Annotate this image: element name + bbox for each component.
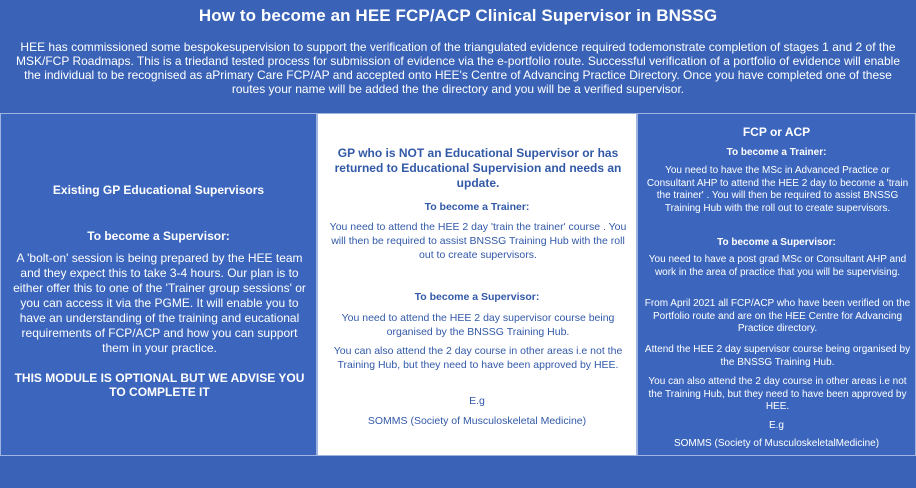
supervisor-subheading: To become a Supervisor: — [414, 291, 540, 303]
column-gp-not-educational-supervisor — [317, 113, 637, 456]
trainer-subheading: To become a Trainer: — [424, 201, 530, 213]
other-areas-text: You can also attend the 2 day course in other areas i.e not the Training Hub, but they need to have been approved by HEE. — [648, 376, 907, 412]
other-areas-text: You can also attend the 2 day course in other areas i.e not the Training Hub, but they need to have been approved by HEE. — [333, 345, 623, 371]
column-heading: FCP or ACP — [742, 125, 811, 139]
example-label: E.g — [768, 420, 784, 431]
intro-paragraph: HEE has commissioned some bespokesupervision to support the verification of the triangulated evidence required todemonstrate completion of stages 1 and 2 of the MSK/FCP Roadmaps. This is a triedand tested process for submission of evidence via the e-portfolio route. Successful verification of a portfolio of evidence will enable the individual to be recognised as aPrimary Care FCP/AP and accepted onto HEE's Centre of Advancing Practice Directory. Once you have completed one of these routes your name will be added the the directory and you will be a verified supervisor. — [15, 40, 900, 96]
supervisor-subheading: To become a Supervisor: — [87, 229, 230, 243]
column-heading: Existing GP Educational Supervisors — [52, 183, 265, 197]
footer-band — [0, 456, 916, 488]
example-label: E.g — [469, 395, 485, 407]
somms-text: SOMMS (Society of MusculoskeletalMedicine) — [673, 438, 880, 449]
column-heading: GP who is NOT an Educational Supervisor or has returned to Educational Supervision and needs an update. — [334, 146, 622, 190]
supervisor-subheading: To become a Supervisor: — [717, 237, 836, 248]
page-title: How to become an HEE FCP/ACP Clinical Supervisor in BNSSG — [198, 6, 718, 25]
column-existing-gp-supervisors — [0, 113, 317, 456]
attend-course-text: Attend the HEE 2 day supervisor course being organised by the BNSSG Training Hub. — [644, 344, 911, 368]
trainer-text: You need to have the MSc in Advanced Practice or Consultant AHP to attend the HEE 2 day to become a 'train the trainer' . You will then be required to assist BNSSG Training Hub with the roll out to create supervisors. — [646, 165, 909, 214]
trainer-text: You need to attend the HEE 2 day 'train the trainer' course . You will then be required to assist BNSSG Training Hub with the roll out to create supervisors. — [329, 221, 627, 261]
april-2021-text: From April 2021 all FCP/ACP who have been verified on the Portfolio route and are on the HEE Centre for Advancing Practice directory. — [644, 298, 911, 334]
column-fcp-acp — [637, 113, 916, 456]
supervisor-text: You need to have a post grad MSc or Consultant AHP and work in the area of practice that you will be supervising. — [648, 254, 907, 278]
supervisor-text: A 'bolt-on' session is being prepared by the HEE team and they expect this to take 3-4 hours. Our plan is to either offer this to one of the 'Trainer group sessions' or you can access it via the PGME. It will enable you to have an understanding of the training and eucational requirements of FCP/ACP and how you can support them in your practice. — [13, 251, 306, 355]
somms-text: SOMMS (Society of Musculoskeletal Medicine) — [367, 415, 587, 427]
supervisor-text: You need to attend the HEE 2 day supervisor course being organised by the BNSSG Training Hub. — [341, 312, 615, 338]
optional-module-note: THIS MODULE IS OPTIONAL BUT WE ADVISE YOU TO COMPLETE IT — [14, 371, 305, 399]
trainer-subheading: To become a Trainer: — [726, 147, 827, 158]
